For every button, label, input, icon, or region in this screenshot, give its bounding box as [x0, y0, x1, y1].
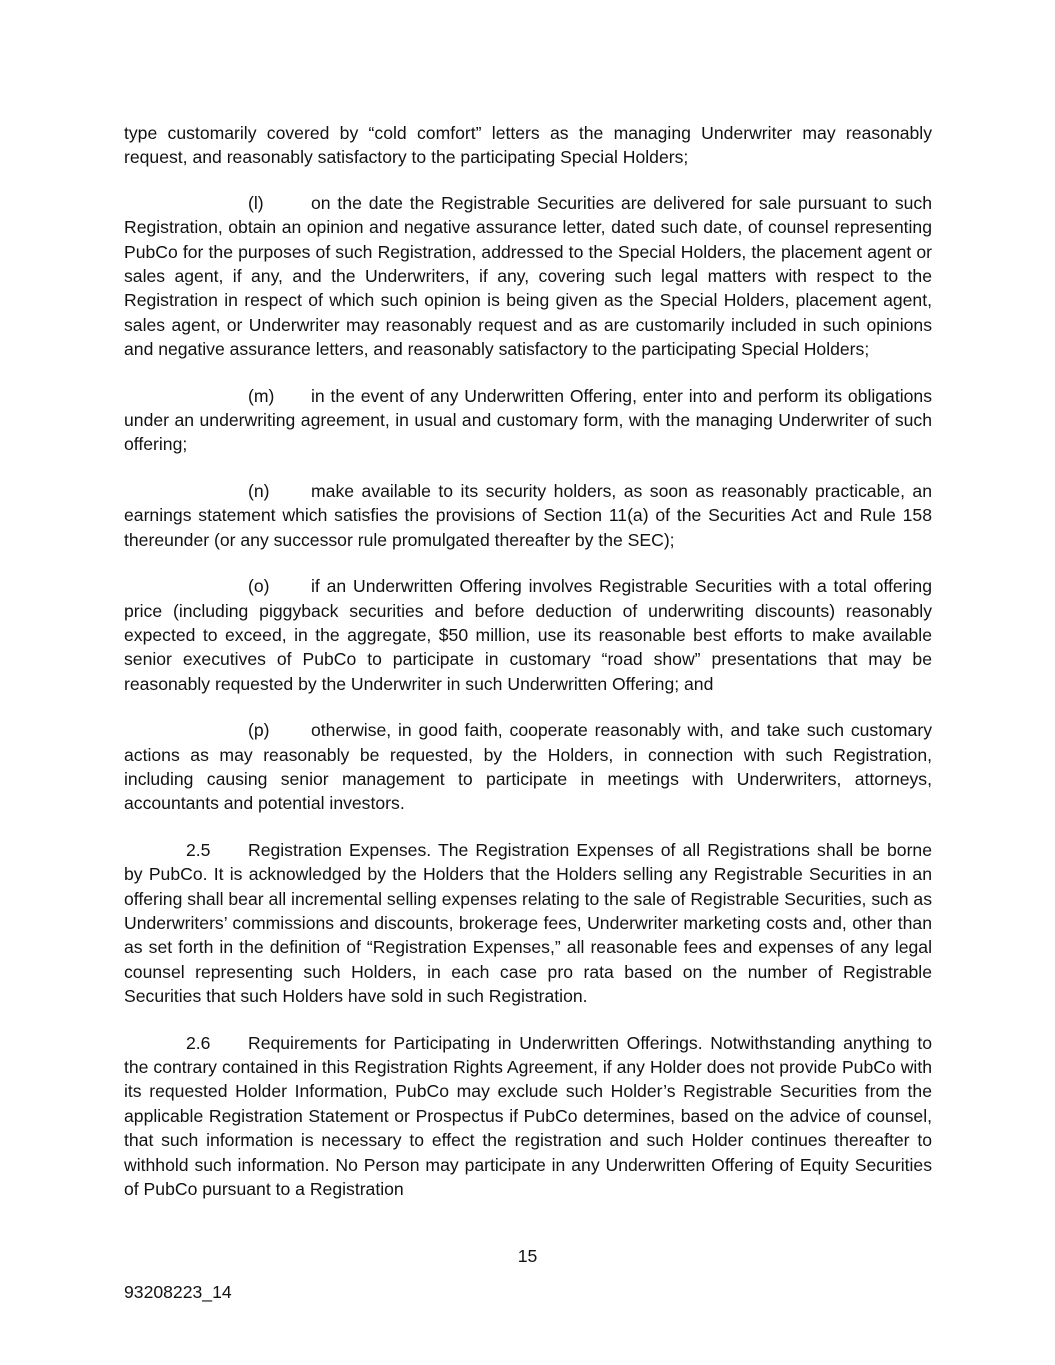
section-2-6	[124, 1031, 932, 1202]
list-item-p	[124, 718, 932, 816]
item-label: (l)	[248, 192, 264, 213]
item-text: make available to its security holders, as soon as reasonably practicable, an earnings statement which satisfies the provisions of Section 11(a) of the Securities Act and Rule 158 thereunder (or any successor rule promulgated thereafter by the SEC);	[124, 480, 932, 550]
list-item-o	[124, 574, 932, 696]
item-label: (n)	[248, 480, 270, 501]
item-text: if an Underwritten Offering involves Registrable Securities with a total offering price (including piggyback securities and before deduction of underwriting discounts) reasonably expected to exceed, in the aggregate, $50 million, use its reasonable best efforts to make available senior executives of PubCo to participate in customary “road show” presentations that may be reasonably requested by the Underwriter in such Underwritten Offering; and	[124, 576, 932, 694]
section-number: 2.6	[186, 1032, 211, 1053]
document-id: 93208223_14	[124, 1282, 232, 1302]
section-heading: Registration Expenses.	[248, 839, 432, 860]
section-number: 2.5	[186, 839, 211, 860]
section-heading: Requirements for Participating in Underwritten Offerings.	[248, 1032, 703, 1053]
section-text: The Registration Expenses of all Registrations shall be borne by PubCo. It is acknowledged by the Holders that the Holders selling any Registrable Securities in an offering shall bear all incremental selling expenses relating to the sale of Registrable Securities, such as Underwriters’ commissions and discounts, brokerage fees, Underwriter marketing costs and, other than as set forth in the definition of “Registration Expenses,” all reasonable fees and expenses of any legal counsel representing such Holders, in each case pro rata based on the number of Registrable Securities that such Holders have sold in such Registration.	[124, 839, 932, 1007]
page-number: 15	[517, 1246, 538, 1266]
item-text: in the event of any Underwritten Offering, enter into and perform its obligations under an underwriting agreement, in usual and customary form, with the managing Underwriter of such offering;	[124, 385, 932, 455]
item-label: (p)	[248, 720, 270, 741]
section-text: Notwithstanding anything to the contrary contained in this Registration Rights Agreement, if any Holder does not provide PubCo with its requested Holder Information, PubCo may exclude such Holder’s Registrable Securities from the applicable Registration Statement or Prospectus if PubCo determines, based on the advice of counsel, that such information is necessary to effect the registration and such Holder continues thereafter to withhold such information. No Person may participate in any Underwritten Offering of Equity Securities of PubCo pursuant to a Registration	[124, 1032, 932, 1200]
item-text: on the date the Registrable Securities are delivered for sale pursuant to such Registration, obtain an opinion and negative assurance letter, dated such date, of counsel representing PubCo for the purposes of such Registration, addressed to the Special Holders, the placement agent or sales agent, if any, and the Underwriters, if any, covering such legal matters with respect to the Registration in respect of which such opinion is being given as the Special Holders, placement agent, sales agent, or Underwriter may reasonably request and as are customarily included in such opinions and negative assurance letters, and reasonably satisfactory to the participating Special Holders;	[124, 192, 932, 360]
item-label: (o)	[248, 576, 270, 597]
document-page	[124, 121, 932, 1223]
list-item-m	[124, 384, 932, 457]
item-label: (m)	[248, 385, 275, 406]
item-text: otherwise, in good faith, cooperate reasonably with, and take such customary actions as may reasonably be requested, by the Holders, in connection with such Registration, including causing senior management to participate in meetings with Underwriters, attorneys, accountants and potential investors.	[124, 720, 932, 814]
list-item-l	[124, 191, 932, 362]
continuation-paragraph: type customarily covered by “cold comfort” letters as the managing Underwriter may reasonably request, and reasonably satisfactory to the participating Special Holders;	[124, 123, 932, 168]
section-2-5	[124, 838, 932, 1009]
list-item-n	[124, 479, 932, 552]
